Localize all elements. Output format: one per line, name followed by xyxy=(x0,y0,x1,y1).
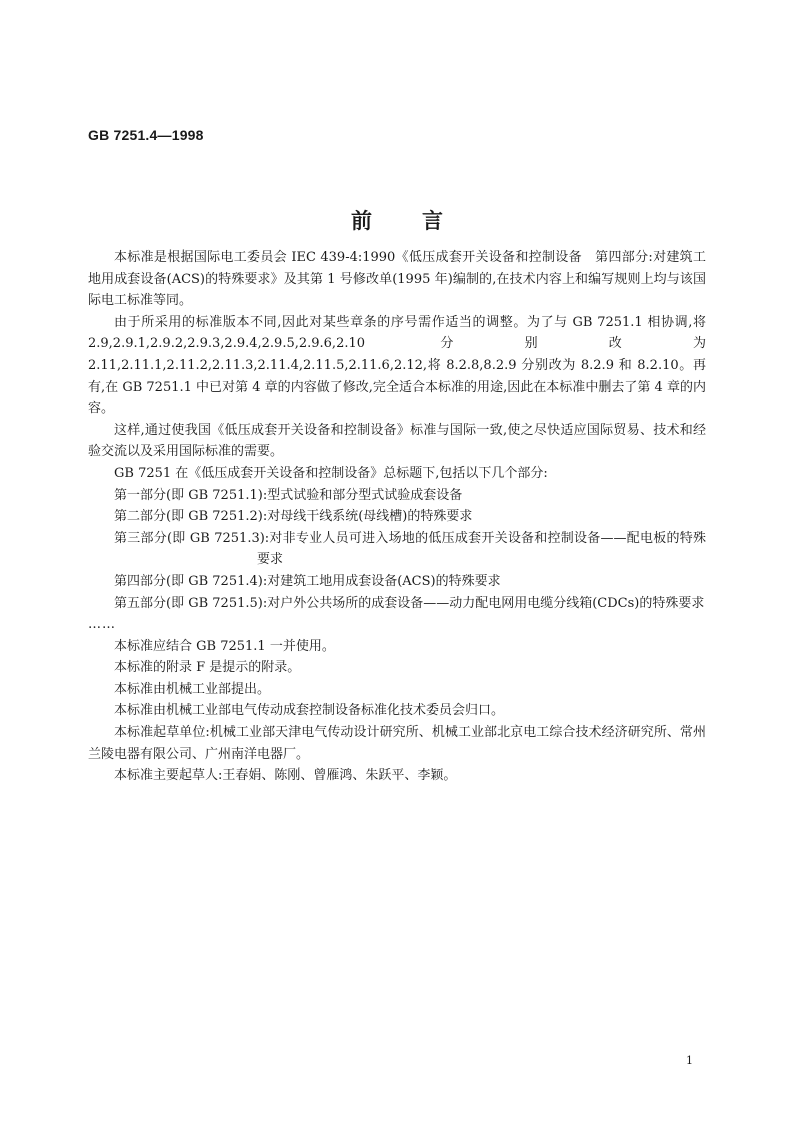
ellipsis: …… xyxy=(88,617,116,633)
list-item: 第一部分(即 GB 7251.1):型式试验和部分型式试验成套设备 xyxy=(114,487,463,503)
paragraph: 本标准的附录 F 是提示的附录。 xyxy=(114,660,301,676)
paragraph: 本标准是根据国际电工委员会 IEC 439-4:1990《低压成套开关设备和控制设备 第四部分:对建筑工地用成套设备(ACS)的特殊要求》及其第 1 号修改单(1995 年)编制的,在技术内容上和编写规则上均与该国际电工标准等同。 xyxy=(88,250,706,309)
document-body xyxy=(88,247,706,787)
paragraph: 本标准起草单位:机械工业部天津电气传动设计研究所、机械工业部北京电工综合技术经济研究所、常州兰陵电器有限公司、广州南洋电器厂。 xyxy=(88,725,706,762)
list-item: 第五部分(即 GB 7251.5):对户外公共场所的成套设备——动力配电网用电缆分线箱(CDCs)的特殊要求 xyxy=(114,595,705,611)
list-item: 第四部分(即 GB 7251.4):对建筑工地用成套设备(ACS)的特殊要求 xyxy=(114,573,501,589)
list-item: 第三部分(即 GB 7251.3):对非专业人员可进入场地的低压成套开关设备和控制设备——配电板的特殊要求 xyxy=(114,530,706,568)
paragraph: GB 7251 在《低压成套开关设备和控制设备》总标题下,包括以下几个部分: xyxy=(114,465,548,481)
paragraph: 本标准由机械工业部电气传动成套控制设备标准化技术委员会归口。 xyxy=(114,703,505,719)
page-number: 1 xyxy=(686,1054,693,1067)
standard-code: GB 7251.4—1998 xyxy=(88,127,204,143)
list-item: 第二部分(即 GB 7251.2):对母线干线系统(母线槽)的特殊要求 xyxy=(114,509,473,525)
paragraph: 本标准主要起草人:王春娟、陈刚、曾雁鸿、朱跃平、李颖。 xyxy=(114,768,457,784)
page-title: 前言 xyxy=(351,209,493,233)
parts-list xyxy=(88,485,706,636)
paragraph: 本标准应结合 GB 7251.1 一并使用。 xyxy=(114,638,335,654)
paragraph: 本标准由机械工业部提出。 xyxy=(114,681,271,697)
paragraph: 这样,通过使我国《低压成套开关设备和控制设备》标准与国际一致,使之尽快适应国际贸易、技术和经验交流以及采用国际标准的需要。 xyxy=(88,422,706,460)
paragraph: 由于所采用的标准版本不同,因此对某些章条的序号需作适当的调整。为了与 GB 7251.1 相协调,将 2.9,2.9.1,2.9.2,2.9.3,2.9.4,2.9.5,2.9.6,2.10 分别改为 2.11,2.11.1,2.11.2,2.11.3,2.11.4,2.11.5,2.11.6,2.12,将 8.2.8,8.2.9 分别改为 8.2.9 和 8.2.10。再有,在 GB 7251.1 中已对第 4 章的内容做了修改,完全适合本标准的用途,因此在本标准中删去了第 4 章的内容。 xyxy=(88,314,706,417)
